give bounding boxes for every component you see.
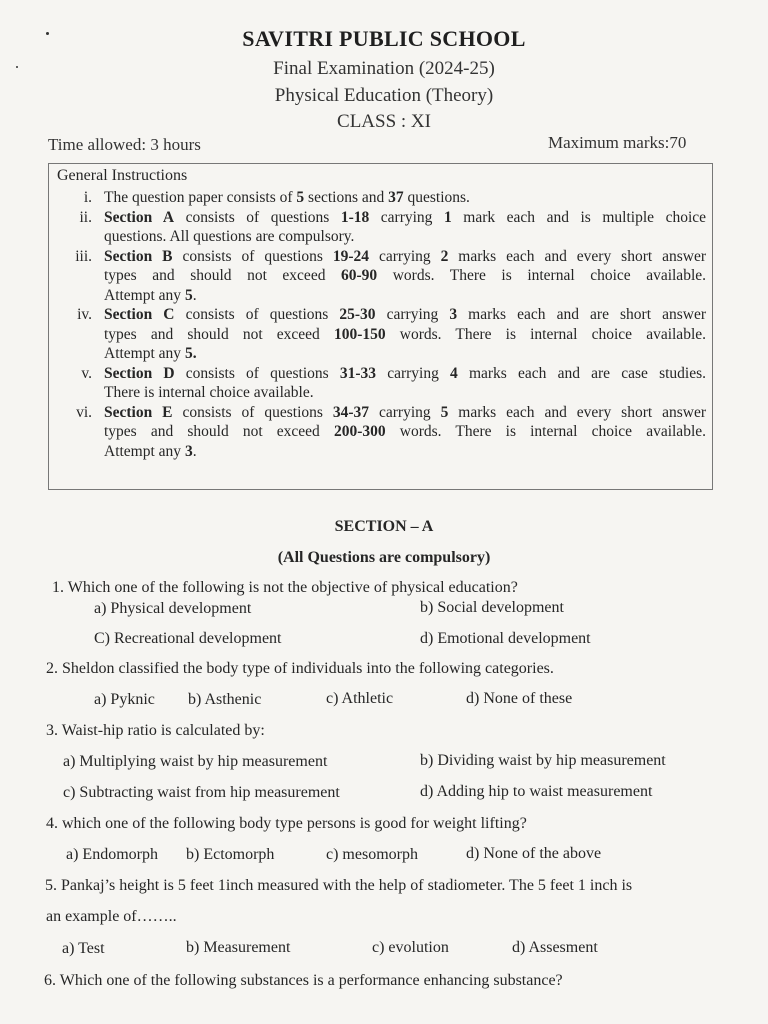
q4-option-d: d) None of the above xyxy=(466,845,602,862)
instruction-number: iii. xyxy=(75,247,92,265)
instruction-line: types and should not exceed 200-300 words. There is internal choice available. xyxy=(104,423,707,440)
subject-title: Physical Education (Theory) xyxy=(274,85,494,106)
instruction-item-cont xyxy=(48,442,713,462)
instruction-line: There is internal choice available. xyxy=(104,384,314,401)
question-6: 6. Which one of the following substances is a performance enhancing substance? xyxy=(44,972,563,989)
instruction-number: v. xyxy=(81,364,92,382)
instruction-number: ii. xyxy=(79,208,92,226)
instruction-line: Attempt any 5. xyxy=(104,286,197,304)
q4-option-b: b) Ectomorph xyxy=(186,846,275,863)
q1-option-d: d) Emotional development xyxy=(420,630,591,647)
instruction-number: vi. xyxy=(76,403,92,421)
instruction-item-cont xyxy=(48,286,713,306)
q4-option-a: a) Endomorph xyxy=(66,846,158,863)
instruction-number: i. xyxy=(83,189,92,206)
question-5: 5. Pankaj’s height is 5 feet 1inch measured with the help of stadiometer. The 5 feet 1 inch is xyxy=(45,877,633,894)
instruction-line: questions. All questions are compulsory. xyxy=(104,228,355,245)
section-title: SECTION – A xyxy=(334,518,434,535)
instruction-line: Section C consists of questions 25-30 carrying 3 marks each and are short answer xyxy=(104,306,706,323)
instruction-item-cont xyxy=(48,344,713,364)
q2-option-c: c) Athletic xyxy=(326,690,394,707)
question-1: 1. Which one of the following is not the objective of physical education? xyxy=(52,579,518,596)
q3-option-a: a) Multiplying waist by hip measurement xyxy=(63,753,328,770)
instruction-item-cont xyxy=(48,383,713,403)
instruction-item-cont xyxy=(48,325,713,345)
instruction-line: types and should not exceed 100-150 words. There is internal choice available. xyxy=(104,325,707,343)
instruction-item xyxy=(48,188,713,208)
q2-option-b: b) Asthenic xyxy=(188,691,262,708)
q1-option-b: b) Social development xyxy=(420,599,564,616)
q3-option-c: c) Subtracting waist from hip measurement xyxy=(63,784,340,801)
instruction-item xyxy=(48,364,713,384)
time-allowed: Time allowed: 3 hours xyxy=(48,135,201,154)
q2-option-a: a) Pyknic xyxy=(94,691,155,708)
q5-option-c: c) evolution xyxy=(372,939,449,956)
instruction-item xyxy=(48,305,713,325)
q1-option-a: a) Physical development xyxy=(94,600,252,617)
instruction-line: Section A consists of questions 1-18 carrying 1 mark each and is multiple choice xyxy=(104,208,707,226)
instruction-item-cont xyxy=(48,266,713,286)
q1-option-c: C) Recreational development xyxy=(94,630,282,647)
q3-option-d: d) Adding hip to waist measurement xyxy=(420,783,653,800)
instruction-item xyxy=(48,208,713,228)
school-name: SAVITRI PUBLIC SCHOOL xyxy=(242,26,526,51)
instruction-number: iv. xyxy=(77,306,92,323)
q5-option-b: b) Measurement xyxy=(186,939,291,956)
q3-option-b: b) Dividing waist by hip measurement xyxy=(420,752,666,769)
instruction-item-cont xyxy=(48,422,713,442)
exam-title: Final Examination (2024-25) xyxy=(273,58,495,79)
question-2: 2. Sheldon classified the body type of individuals into the following categories. xyxy=(46,660,554,677)
question-5-cont: an example of…….. xyxy=(46,908,177,925)
instruction-line: The question paper consists of 5 sections and 37 questions. xyxy=(104,189,470,206)
instruction-line: Section B consists of questions 19-24 carrying 2 marks each and every short answer xyxy=(104,247,707,265)
instruction-line: Section E consists of questions 34-37 carrying 5 marks each and every short answer xyxy=(104,403,707,421)
question-4: 4. which one of the following body type persons is good for weight lifting? xyxy=(46,815,527,832)
instruction-line: Section D consists of questions 31-33 carrying 4 marks each and are case studies. xyxy=(104,364,707,382)
instruction-line: types and should not exceed 60-90 words. There is internal choice available. xyxy=(104,267,707,284)
instruction-item-cont xyxy=(48,227,713,247)
instruction-item xyxy=(48,403,713,423)
q5-option-d: d) Assesment xyxy=(512,939,598,956)
instructions-title: General Instructions xyxy=(57,167,188,184)
instructions-list xyxy=(48,188,713,461)
instruction-item xyxy=(48,247,713,267)
question-3: 3. Waist-hip ratio is calculated by: xyxy=(46,722,265,739)
instruction-line: Attempt any 5. xyxy=(104,345,197,362)
class-title: CLASS : XI xyxy=(337,111,431,132)
q5-option-a: a) Test xyxy=(62,940,105,957)
q4-option-c: c) mesomorph xyxy=(326,846,418,863)
section-subtitle: (All Questions are compulsory) xyxy=(277,549,491,566)
q2-option-d: d) None of these xyxy=(466,690,573,707)
instruction-line: Attempt any 3. xyxy=(104,442,197,460)
maximum-marks: Maximum marks:70 xyxy=(548,133,687,152)
